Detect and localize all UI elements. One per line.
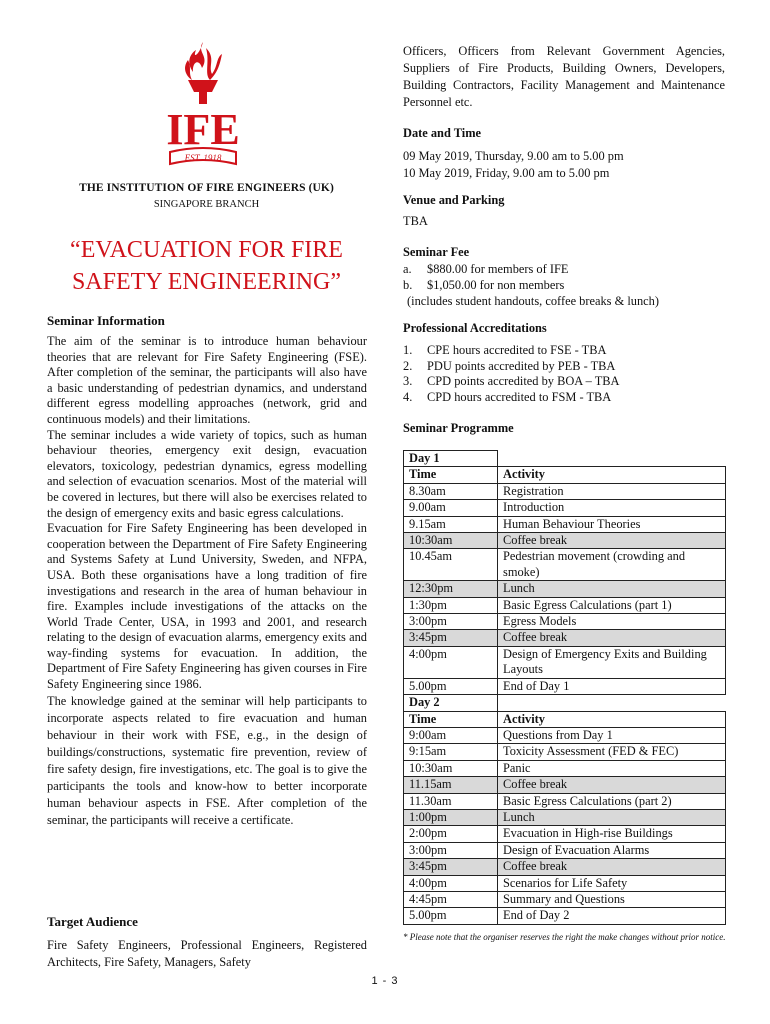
fee-marker: a. (403, 262, 412, 276)
programme-time: 10.45am (404, 549, 498, 581)
org-name: THE INSTITUTION OF FIRE ENGINEERS (UK) (79, 182, 334, 194)
programme-day-label: Day 2 (404, 695, 498, 711)
programme-time: 10:30am (404, 760, 498, 776)
seminar-info-text (47, 334, 367, 829)
programme-activity: Registration (498, 483, 726, 499)
programme-activity: Basic Egress Calculations (part 2) (498, 793, 726, 809)
programme-day-row (404, 451, 726, 467)
org-branch: SINGAPORE BRANCH (153, 199, 260, 210)
accreditation-text: CPD hours accredited to FSM - TBA (427, 389, 612, 404)
programme-activity: Coffee break (498, 859, 726, 875)
accreditation-marker: 2. (403, 358, 413, 373)
programme-time: 1:00pm (404, 809, 498, 825)
programme-activity: Introduction (498, 500, 726, 516)
programme-time: 10:30am (404, 533, 498, 549)
programme-row (404, 744, 726, 760)
programme-time: 3:45pm (404, 859, 498, 875)
programme-row (404, 826, 726, 842)
programme-row (404, 516, 726, 532)
programme-time: 8.30am (404, 483, 498, 499)
accreditation-text: CPE hours accredited to FSE - TBA (427, 343, 607, 357)
accreditation-marker: 4. (403, 389, 413, 404)
programme-time: 9:15am (404, 744, 498, 760)
programme-row (404, 727, 726, 743)
programme-col-activity: Activity (498, 711, 726, 727)
venue-heading: Venue and Parking (403, 193, 505, 207)
programme-time: 4:00pm (404, 875, 498, 891)
fee-item (403, 277, 725, 293)
fee-text: $880.00 for members of IFE (427, 262, 569, 276)
info-paragraph: The seminar includes a wide variety of topics, such as human behaviour theories, emergency exit design, evacuation elevators, toxicology, pedestrian dynamics, egress modelling and selection of evacuation scenarios. Most of the material will be covered in lectures, but there will also be exercises related to the design of emergency exits and basic egress calculations. (47, 427, 367, 520)
programme-row (404, 483, 726, 499)
programme-row (404, 614, 726, 630)
programme-activity: Lunch (498, 581, 726, 597)
venue-value: TBA (403, 214, 428, 228)
fee-text: $1,050.00 for non members (427, 278, 565, 292)
target-audience-continued: Officers, Officers from Relevant Government Agencies, Suppliers of Fire Products, Building Owners, Developers, Building Contractors, Facility Management and Maintenance Personnel etc. (403, 44, 725, 109)
footnote: * Please note that the organiser reserves the right the make changes without prior notice. (403, 932, 726, 942)
programme-activity: Design of Evacuation Alarms (498, 842, 726, 858)
programme-row (404, 646, 726, 678)
logo-banner-text: EST. 1918 (184, 153, 222, 163)
fee-list (403, 261, 725, 309)
seminar-title (40, 234, 373, 298)
programme-activity: Pedestrian movement (crowding and smoke) (498, 549, 726, 581)
programme-activity: Summary and Questions (498, 891, 726, 907)
programme-row (404, 842, 726, 858)
programme-row (404, 597, 726, 613)
programme-time: 3:00pm (404, 614, 498, 630)
accreditation-item (403, 359, 725, 375)
date-line: 09 May 2019, Thursday, 9.00 am to 5.00 pm (403, 149, 624, 163)
programme-time: 3:00pm (404, 842, 498, 858)
programme-activity: Egress Models (498, 614, 726, 630)
accreditations-heading: Professional Accreditations (403, 321, 547, 335)
programme-col-time: Time (404, 711, 498, 727)
info-paragraph: The knowledge gained at the seminar will help participants to incorporate aspects related to fire evacuation and human behaviour in their work with FSE, e.g., in the design of buildings/constructions, systematic fire prevention, review of fire safety design, fire investigations, etc. The goal is to give the participants the tools and know-how to better incorporate human behaviour aspects in FSE. After completion of the seminar, the participants will receive a certificate. (47, 693, 367, 827)
logo-letters: IFE (166, 105, 240, 154)
accreditation-marker: 1. (403, 343, 413, 357)
programme-day-blank (498, 451, 726, 467)
programme-header-row (404, 711, 726, 727)
fee-note: (includes student handouts, coffee breaks & lunch) (407, 294, 659, 308)
ife-logo (166, 40, 240, 175)
programme-row (404, 630, 726, 646)
programme-col-activity: Activity (498, 467, 726, 483)
programme-day-label: Day 1 (404, 451, 498, 467)
accreditation-text: CPD points accredited by BOA – TBA (427, 374, 620, 388)
accreditation-item (403, 374, 725, 390)
date-time-lines (403, 148, 725, 181)
accreditation-item (403, 390, 725, 406)
programme-row (404, 875, 726, 891)
programme-activity: Basic Egress Calculations (part 1) (498, 597, 726, 613)
programme-activity: Coffee break (498, 630, 726, 646)
programme-row (404, 581, 726, 597)
programme-row (404, 859, 726, 875)
programme-activity: End of Day 2 (498, 908, 726, 924)
title-line-1: “EVACUATION FOR FIRE (70, 237, 343, 263)
programme-row (404, 777, 726, 793)
fee-item (403, 261, 725, 277)
programme-time: 11.30am (404, 793, 498, 809)
target-audience-heading: Target Audience (47, 914, 138, 929)
programme-activity: Coffee break (498, 533, 726, 549)
programme-time: 5.00pm (404, 908, 498, 924)
programme-time: 9:00am (404, 727, 498, 743)
programme-col-time: Time (404, 467, 498, 483)
programme-time: 1:30pm (404, 597, 498, 613)
date-time-heading: Date and Time (403, 126, 482, 140)
programme-activity: Questions from Day 1 (498, 727, 726, 743)
programme-activity: Lunch (498, 809, 726, 825)
fee-marker: b. (403, 278, 413, 292)
programme-activity: Panic (498, 760, 726, 776)
programme-time: 11.15am (404, 777, 498, 793)
accreditation-text: PDU points accredited by PEB - TBA (427, 358, 616, 373)
programme-time: 3:45pm (404, 630, 498, 646)
info-paragraph: Evacuation for Fire Safety Engineering has been developed in cooperation between the Department of Fire Safety Engineering and Systems Safety at Lund University, Sweden, and NFPA, USA. Both these organisations have a long tradition of fire investigations and research in the area of human behaviour in fire. Examples include investigations of the attacks on the World Trade Center, USA, in 1993 and 2001, and research relating to the design of evacuation alarms, emergency exits and way-finding systems for evacuation. In addition, the Department of Fire Safety Engineering has given courses in Fire Safety Engineering since 1986. (47, 521, 367, 692)
title-line-2: SAFETY ENGINEERING” (71, 269, 342, 295)
programme-table (403, 450, 726, 925)
programme-day-blank (498, 695, 726, 711)
programme-row (404, 793, 726, 809)
programme-activity: Scenarios for Life Safety (498, 875, 726, 891)
fee-heading: Seminar Fee (403, 245, 470, 259)
programme-time: 4:45pm (404, 891, 498, 907)
programme-time: 9.00am (404, 500, 498, 516)
seminar-info-heading: Seminar Information (47, 313, 165, 328)
date-line: 10 May 2019, Friday, 9.00 am to 5.00 pm (403, 165, 610, 180)
programme-activity: Design of Emergency Exits and Building Layouts (498, 646, 726, 678)
programme-activity: End of Day 1 (498, 678, 726, 694)
programme-row (404, 500, 726, 516)
programme-time: 2:00pm (404, 826, 498, 842)
page-number: 1 - 3 (371, 975, 399, 987)
programme-time: 5.00pm (404, 678, 498, 694)
programme-activity: Evacuation in High-rise Buildings (498, 826, 726, 842)
programme-day-row (404, 695, 726, 711)
accreditation-item (403, 343, 725, 359)
accreditations-list (403, 343, 725, 405)
programme-time: 4:00pm (404, 646, 498, 678)
programme-row (404, 809, 726, 825)
programme-activity: Toxicity Assessment (FED & FEC) (498, 744, 726, 760)
info-paragraph: The aim of the seminar is to introduce human behaviour theories that are relevant for Fire Safety Engineering (FSE). After completion of the seminar, the participants will also have a basic understanding of pedestrian dynamics, and understand different egress modelling approaches (network, grid and continuous models) and their limitations. (47, 334, 367, 426)
accreditation-marker: 3. (403, 374, 413, 388)
programme-heading: Seminar Programme (403, 421, 514, 435)
programme-row (404, 908, 726, 924)
programme-row (404, 891, 726, 907)
programme-row (404, 678, 726, 694)
programme-row (404, 760, 726, 776)
programme-row (404, 533, 726, 549)
programme-time: 12:30pm (404, 581, 498, 597)
target-audience-text: Fire Safety Engineers, Professional Engineers, Registered Architects, Fire Safety, Managers, Safety (47, 938, 367, 969)
programme-time: 9.15am (404, 516, 498, 532)
programme-row (404, 549, 726, 581)
programme-header-row (404, 467, 726, 483)
programme-activity: Coffee break (498, 777, 726, 793)
programme-activity: Human Behaviour Theories (498, 516, 726, 532)
